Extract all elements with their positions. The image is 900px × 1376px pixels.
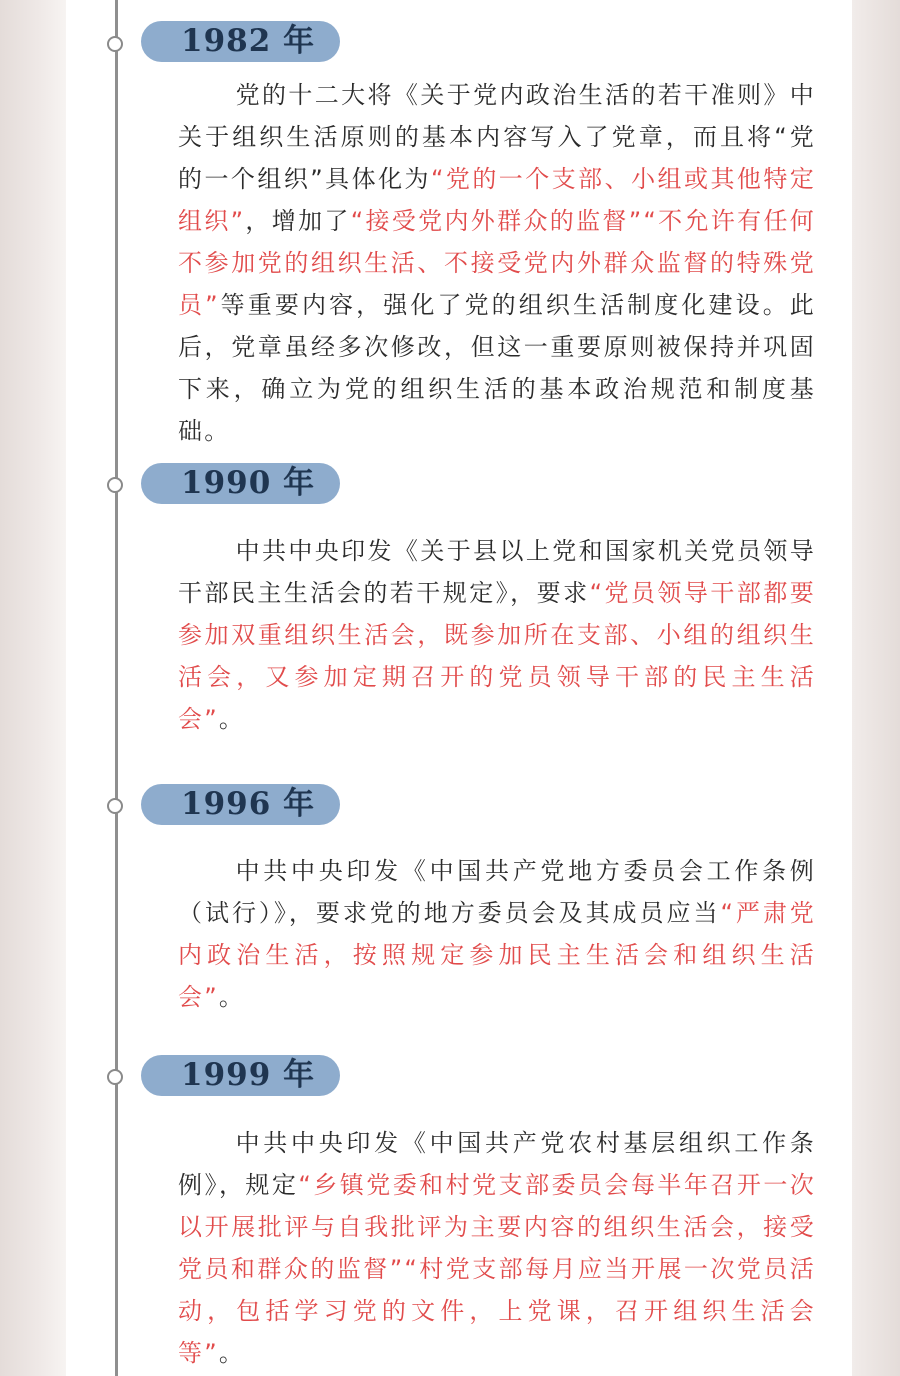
- entry-paragraph: [178, 1122, 816, 1374]
- paragraph-text: 等重要内容，强化了党的组织生活制度化建设。此后，党章虽经多次修改，但这一重要原则被保持并巩固下来，确立为党的组织生活的基本政治规范和制度基础。: [178, 291, 816, 445]
- highlighted-quote: “党的一个支部、小组或其他特定组织”: [178, 165, 817, 235]
- year-label: 1999 年: [181, 1057, 316, 1093]
- highlighted-quote: “接受党内外群众的监督”“不允许有任何不参加党的组织生活、不接受党内外群众监督的特殊党员”: [178, 207, 816, 319]
- timeline-node: [107, 798, 123, 814]
- highlighted-quote: “严肃党内政治生活，按照规定参加民主生活会和组织生活会”: [178, 899, 817, 1011]
- year-label: 1982 年: [181, 23, 316, 59]
- timeline-node: [107, 1069, 123, 1085]
- paragraph-text: 。: [218, 1339, 246, 1367]
- year-label: 1996 年: [181, 786, 316, 822]
- year-badge: [141, 21, 340, 62]
- paragraph-text: 。: [218, 705, 246, 733]
- paragraph-text: 中共中央印发《中国共产党地方委员会工作条例（试行）》，要求党的地方委员会及其成员应当: [178, 857, 816, 927]
- year-badge: [141, 1055, 340, 1096]
- year-badge: [141, 784, 340, 825]
- entry-paragraph: [178, 74, 816, 452]
- timeline-node: [107, 36, 123, 52]
- year-label: 1990 年: [181, 465, 316, 501]
- entry-paragraph: [178, 530, 816, 740]
- paragraph-text: 中共中央印发《关于县以上党和国家机关党员领导干部民主生活会的若干规定》，要求: [178, 537, 816, 607]
- highlighted-quote: “党员领导干部都要参加双重组织生活会，既参加所在支部、小组的组织生活会，又参加定期召开的党员领导干部的民主生活会”: [178, 579, 816, 733]
- paragraph-text: 党的十二大将《关于党内政治生活的若干准则》中关于组织生活原则的基本内容写入了党章，而且将“党的一个组织”具体化为: [178, 81, 816, 193]
- timeline-node: [107, 477, 123, 493]
- year-badge: [141, 463, 340, 504]
- paragraph-text: ，增加了: [245, 207, 351, 235]
- timeline-line: [115, 0, 118, 1376]
- paragraph-text: 。: [218, 983, 246, 1011]
- paragraph-text: 中共中央印发《中国共产党农村基层组织工作条例》，规定: [178, 1129, 816, 1199]
- highlighted-quote: “乡镇党委和村党支部委员会每半年召开一次以开展批评与自我批评为主要内容的组织生活会，接受党员和群众的监督”“村党支部每月应当开展一次党员活动，包括学习党的文件，上党课，召开组织生活会等”: [178, 1171, 817, 1367]
- entry-paragraph: [178, 850, 816, 1018]
